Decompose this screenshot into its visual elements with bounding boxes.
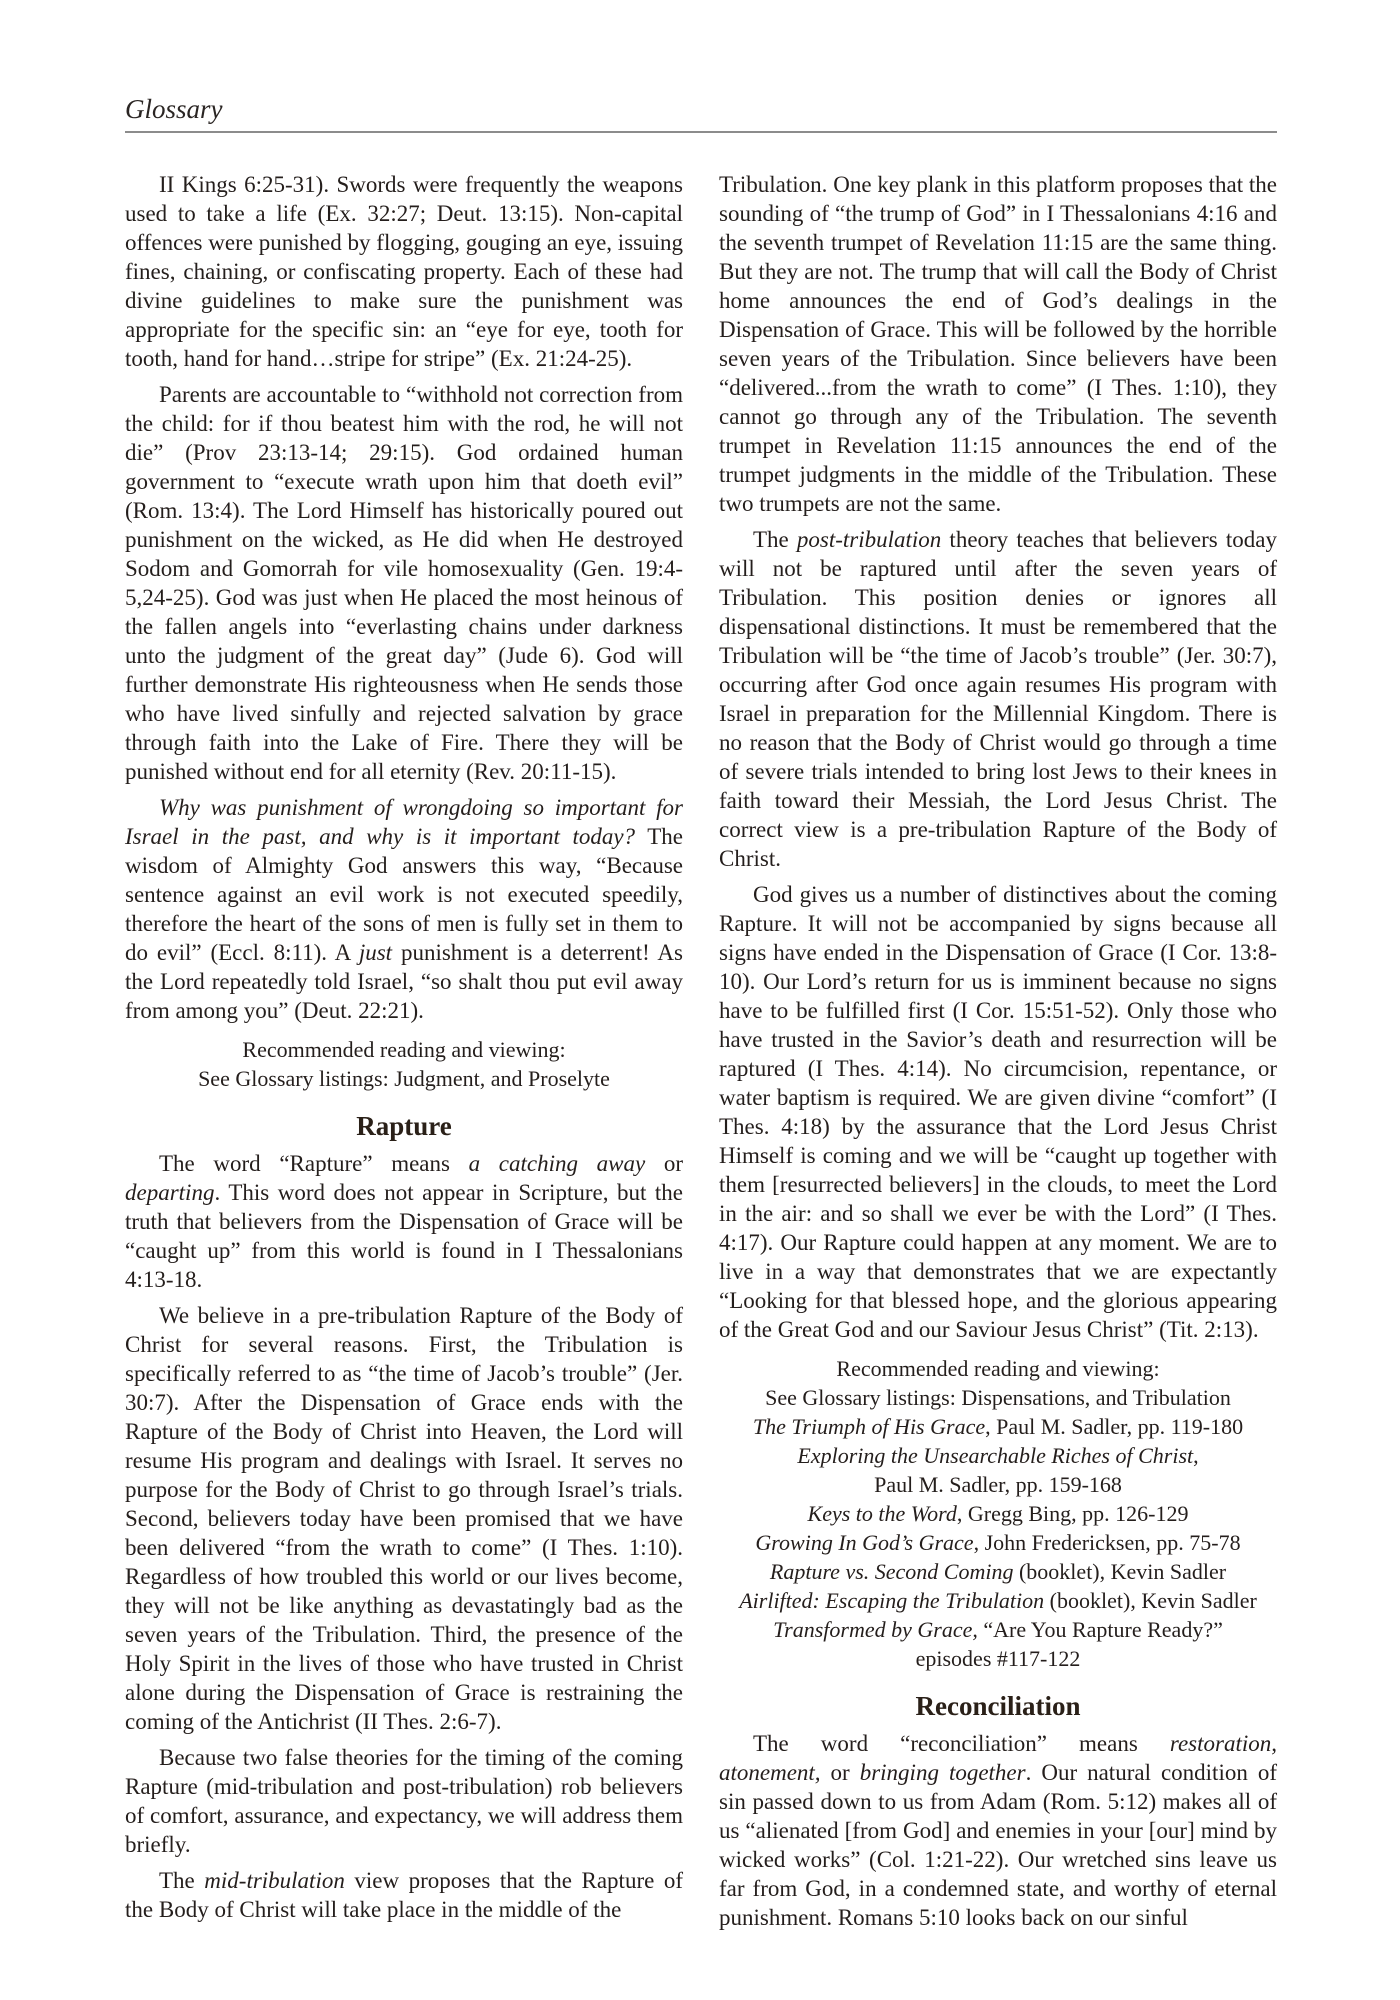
- reading-list-item: [719, 1499, 1277, 1528]
- paragraph-parents-accountable: Parents are accountable to “withhold not correction from the child: for if thou beatest him with the rod, he will not die” (Prov 23:13-14; 29:15). God ordained human government to “execute wrath upon him that doeth evil” (Rom. 13:4). The Lord Himself has historically poured out punishment on the wicked, as He did when He destroyed Sodom and Gomorrah for vile homosexuality (Gen. 19:4-5,24-25). God was just when He placed the most heinous of the fallen angels into “everlasting chains under darkness unto the judgment of the great day” (Jude 6). God will further demonstrate His righteousness when He sends those who have lived sinfully and rejected salvation by grace through faith into the Lake of Fire. There they will be punished without end for all eternity (Rev. 20:11-15).: [125, 382, 683, 784]
- book-author-pages: (booklet), Kevin Sadler: [1044, 1588, 1257, 1613]
- body-text: . This word does not appear in Scripture, but the truth that believers from the Dispensation of Grace will be “caught up” from this world is found in I Thessalonians 4:13-18.: [125, 1180, 683, 1292]
- body-text: view proposes that the Rapture of the Body of Christ will take place in the middle of the: [125, 1868, 683, 1922]
- program-title: Transformed by Grace,: [773, 1617, 978, 1642]
- recommended-reading-block-rapture: [719, 1354, 1277, 1673]
- reading-list-item: [719, 1528, 1277, 1557]
- book-author-pages: (booklet), Kevin Sadler: [1013, 1559, 1227, 1584]
- page-content: [125, 94, 1277, 1939]
- book-title: Growing In God’s Grace: [755, 1530, 974, 1555]
- book-author-pages: , John Fredericksen, pp. 75-78: [973, 1530, 1241, 1555]
- book-title: The Triumph of His Grace: [752, 1414, 986, 1439]
- body-text: The: [159, 1868, 205, 1893]
- book-author-pages: , Paul M. Sadler, pp. 119-180: [985, 1414, 1244, 1439]
- italic-departing: departing: [125, 1180, 215, 1205]
- body-text: or: [820, 1760, 860, 1785]
- paragraph-tribulation-continued: Tribulation. One key plank in this platform proposes that the sounding of “the trump of God” in I Thessalonians 4:16 and the seventh trumpet of Revelation 11:15 are the same thing. But they are not. The trump that will call the Body of Christ home announces the end of God’s dealings in the Dispensation of Grace. This will be followed by the horrible seven years of the Tribulation. Since believers have been “delivered...from the wrath to come” (I Thes. 1:10), they cannot go through any of the Tribulation. The seventh trumpet in Revelation 11:15 announces the end of the trumpet judgments in the middle of the Tribulation. These two trumpets are not the same.: [719, 172, 1277, 516]
- italic-post-tribulation: post-tribulation: [796, 527, 942, 552]
- right-column: [719, 170, 1277, 1939]
- paragraph-two-false-theories: Because two false theories for the timing of the coming Rapture (mid-tribulation and post-tribulation) rob believers of comfort, assurance, and expectancy, we will address them briefly.: [125, 1745, 683, 1857]
- reading-list-item: [719, 1441, 1277, 1470]
- body-text: The wisdom of Almighty God answers this way, “Because sentence against an evil work is not executed speedily, therefore the heart of the sons of men is fully set in them to do evil” (Eccl. 8:11). A: [125, 824, 683, 965]
- italic-word-just: just: [358, 940, 393, 965]
- italic-catching-away: a catching away: [468, 1151, 646, 1176]
- italic-mid-tribulation: mid-tribulation: [204, 1868, 345, 1893]
- book-title: Keys to the Word: [807, 1501, 957, 1526]
- italic-question-text: Why was punishment of wrongdoing so important for Israel in the past, and why is it important today?: [125, 795, 683, 849]
- paragraph-punishment-continued: II Kings 6:25-31). Swords were frequently the weapons used to take a life (Ex. 32:27; Deut. 13:15). Non-capital offences were punished by flogging, gouging an eye, issuing fines, chaining, or confiscating property. Each of these had divine guidelines to make sure the punishment was appropriate for the specific sin: an “eye for eye, tooth for tooth, hand for hand…stripe for stripe” (Ex. 21:24-25).: [125, 172, 683, 371]
- paragraph-why-punishment: [125, 793, 683, 1025]
- book-author-pages: ,: [1193, 1443, 1199, 1468]
- reading-list-item: [719, 1412, 1277, 1441]
- entry-heading-rapture: Rapture: [356, 1111, 452, 1141]
- paragraph-midtribulation-view: [125, 1866, 683, 1924]
- reading-list-item: Paul M. Sadler, pp. 159-168: [874, 1472, 1122, 1497]
- body-text: The word “reconciliation” means: [753, 1731, 1170, 1756]
- book-title: Rapture vs. Second Coming: [769, 1559, 1014, 1584]
- reading-list-item: episodes #117-122: [915, 1646, 1081, 1671]
- reading-list-item: [719, 1615, 1277, 1644]
- book-author-pages: , Gregg Bing, pp. 126-129: [956, 1501, 1189, 1526]
- left-column: [125, 170, 683, 1939]
- two-column-layout: [125, 170, 1277, 1939]
- entry-heading-reconciliation: Reconciliation: [915, 1691, 1081, 1721]
- body-text: . Our natural condition of sin passed down to us from Adam (Rom. 5:12) makes all of us “alienated [from God] and enemies in your [our] mind by wicked works” (Col. 1:21-22). Our wretched sins leave us far from God, in a condemned state, and worthy of eternal punishment. Romans 5:10 looks back on our sinful: [719, 1760, 1277, 1930]
- body-text: or: [645, 1151, 683, 1176]
- header-rule: [125, 131, 1277, 133]
- book-title: Exploring the Unsearchable Riches of Christ: [797, 1443, 1194, 1468]
- recommended-reading-label: Recommended reading and viewing:: [836, 1356, 1160, 1381]
- body-text: theory teaches that believers today will not be raptured until after the seven years of Tribulation. This position denies or ignores all dispensational distinctions. It must be remembered that the Tribulation will be “the time of Jacob’s trouble” (Jer. 30:7), occurring after God once again resumes His program with Israel in preparation for the Millennial Kingdom. There is no reason that the Body of Christ would go through a time of severe trials intended to bring lost Jews to their knees in faith toward their Messiah, the Lord Jesus Christ. The correct view is a pre-tribulation Rapture of the Body of Christ.: [719, 527, 1277, 871]
- italic-bringing-together: bringing together: [859, 1760, 1026, 1785]
- recommended-reading-label: Recommended reading and viewing:: [242, 1037, 566, 1062]
- paragraph-pretribulation-reasons: We believe in a pre-tribulation Rapture of the Body of Christ for several reasons. First, the Tribulation is specifically referred to as “the time of Jacob’s trouble” (Jer. 30:7). After the Dispensation of Grace ends with the Rapture of the Body of Christ into Heaven, the Lord will resume His program and dealings with Israel. It serves no purpose for the Body of Christ to go through Israel’s trials. Second, believers today have been promised that we have been delivered “from the wrath to come” (I Thes. 1:10). Regardless of how troubled this world or our lives become, they will not be like anything as devastatingly bad as the seven years of the Tribulation. Third, the presence of the Holy Spirit in the lives of those who have trusted in Christ alone during the Dispensation of Grace is restraining the coming of the Antichrist (II Thes. 2:6-7).: [125, 1303, 683, 1734]
- book-title: Airlifted: Escaping the Tribulation: [739, 1588, 1045, 1613]
- episode-title: “Are You Rapture Ready?”: [977, 1617, 1223, 1642]
- italic-restoration-atonement: restoration, atonement,: [719, 1731, 1277, 1785]
- see-glossary-listings-line: See Glossary listings: Judgment, and Proselyte: [198, 1066, 610, 1091]
- body-text: The word “Rapture” means: [159, 1151, 469, 1176]
- paragraph-posttribulation-theory: [719, 525, 1277, 873]
- reading-list-item: [719, 1586, 1277, 1615]
- paragraph-rapture-definition: [125, 1149, 683, 1294]
- recommended-reading-block-punishment: [125, 1035, 683, 1093]
- body-text: The: [753, 527, 797, 552]
- reading-list-item: [719, 1557, 1277, 1586]
- see-glossary-listings-line: See Glossary listings: Dispensations, and Tribulation: [765, 1385, 1231, 1410]
- paragraph-reconciliation-definition: [719, 1729, 1277, 1932]
- paragraph-rapture-distinctives: God gives us a number of distinctives about the coming Rapture. It will not be accompanied by signs because all signs have ended in the Dispensation of Grace (I Cor. 13:8-10). Our Lord’s return for us is imminent because no signs have to be fulfilled first (I Cor. 15:51-52). Only those who have trusted in the Savior’s death and resurrection will be raptured (I Thes. 4:14). No circumcision, repentance, or water baptism is required. We are given divine “comfort” (I Thes. 4:18) by the assurance that the Lord Jesus Christ Himself is coming and we will be “caught up together with them [resurrected believers] in the clouds, to meet the Lord in the air: and so shall we ever be with the Lord” (I Thes. 4:17). Our Rapture could happen at any moment. We are to live in a way that demonstrates that we are expectantly “Looking for that blessed hope, and the glorious appearing of the Great God and our Saviour Jesus Christ” (Tit. 2:13).: [719, 882, 1277, 1342]
- running-header-title: Glossary: [125, 94, 223, 124]
- body-text: punishment is a deterrent! As the Lord repeatedly told Israel, “so shalt thou put evil away from among you” (Deut. 22:21).: [125, 940, 683, 1023]
